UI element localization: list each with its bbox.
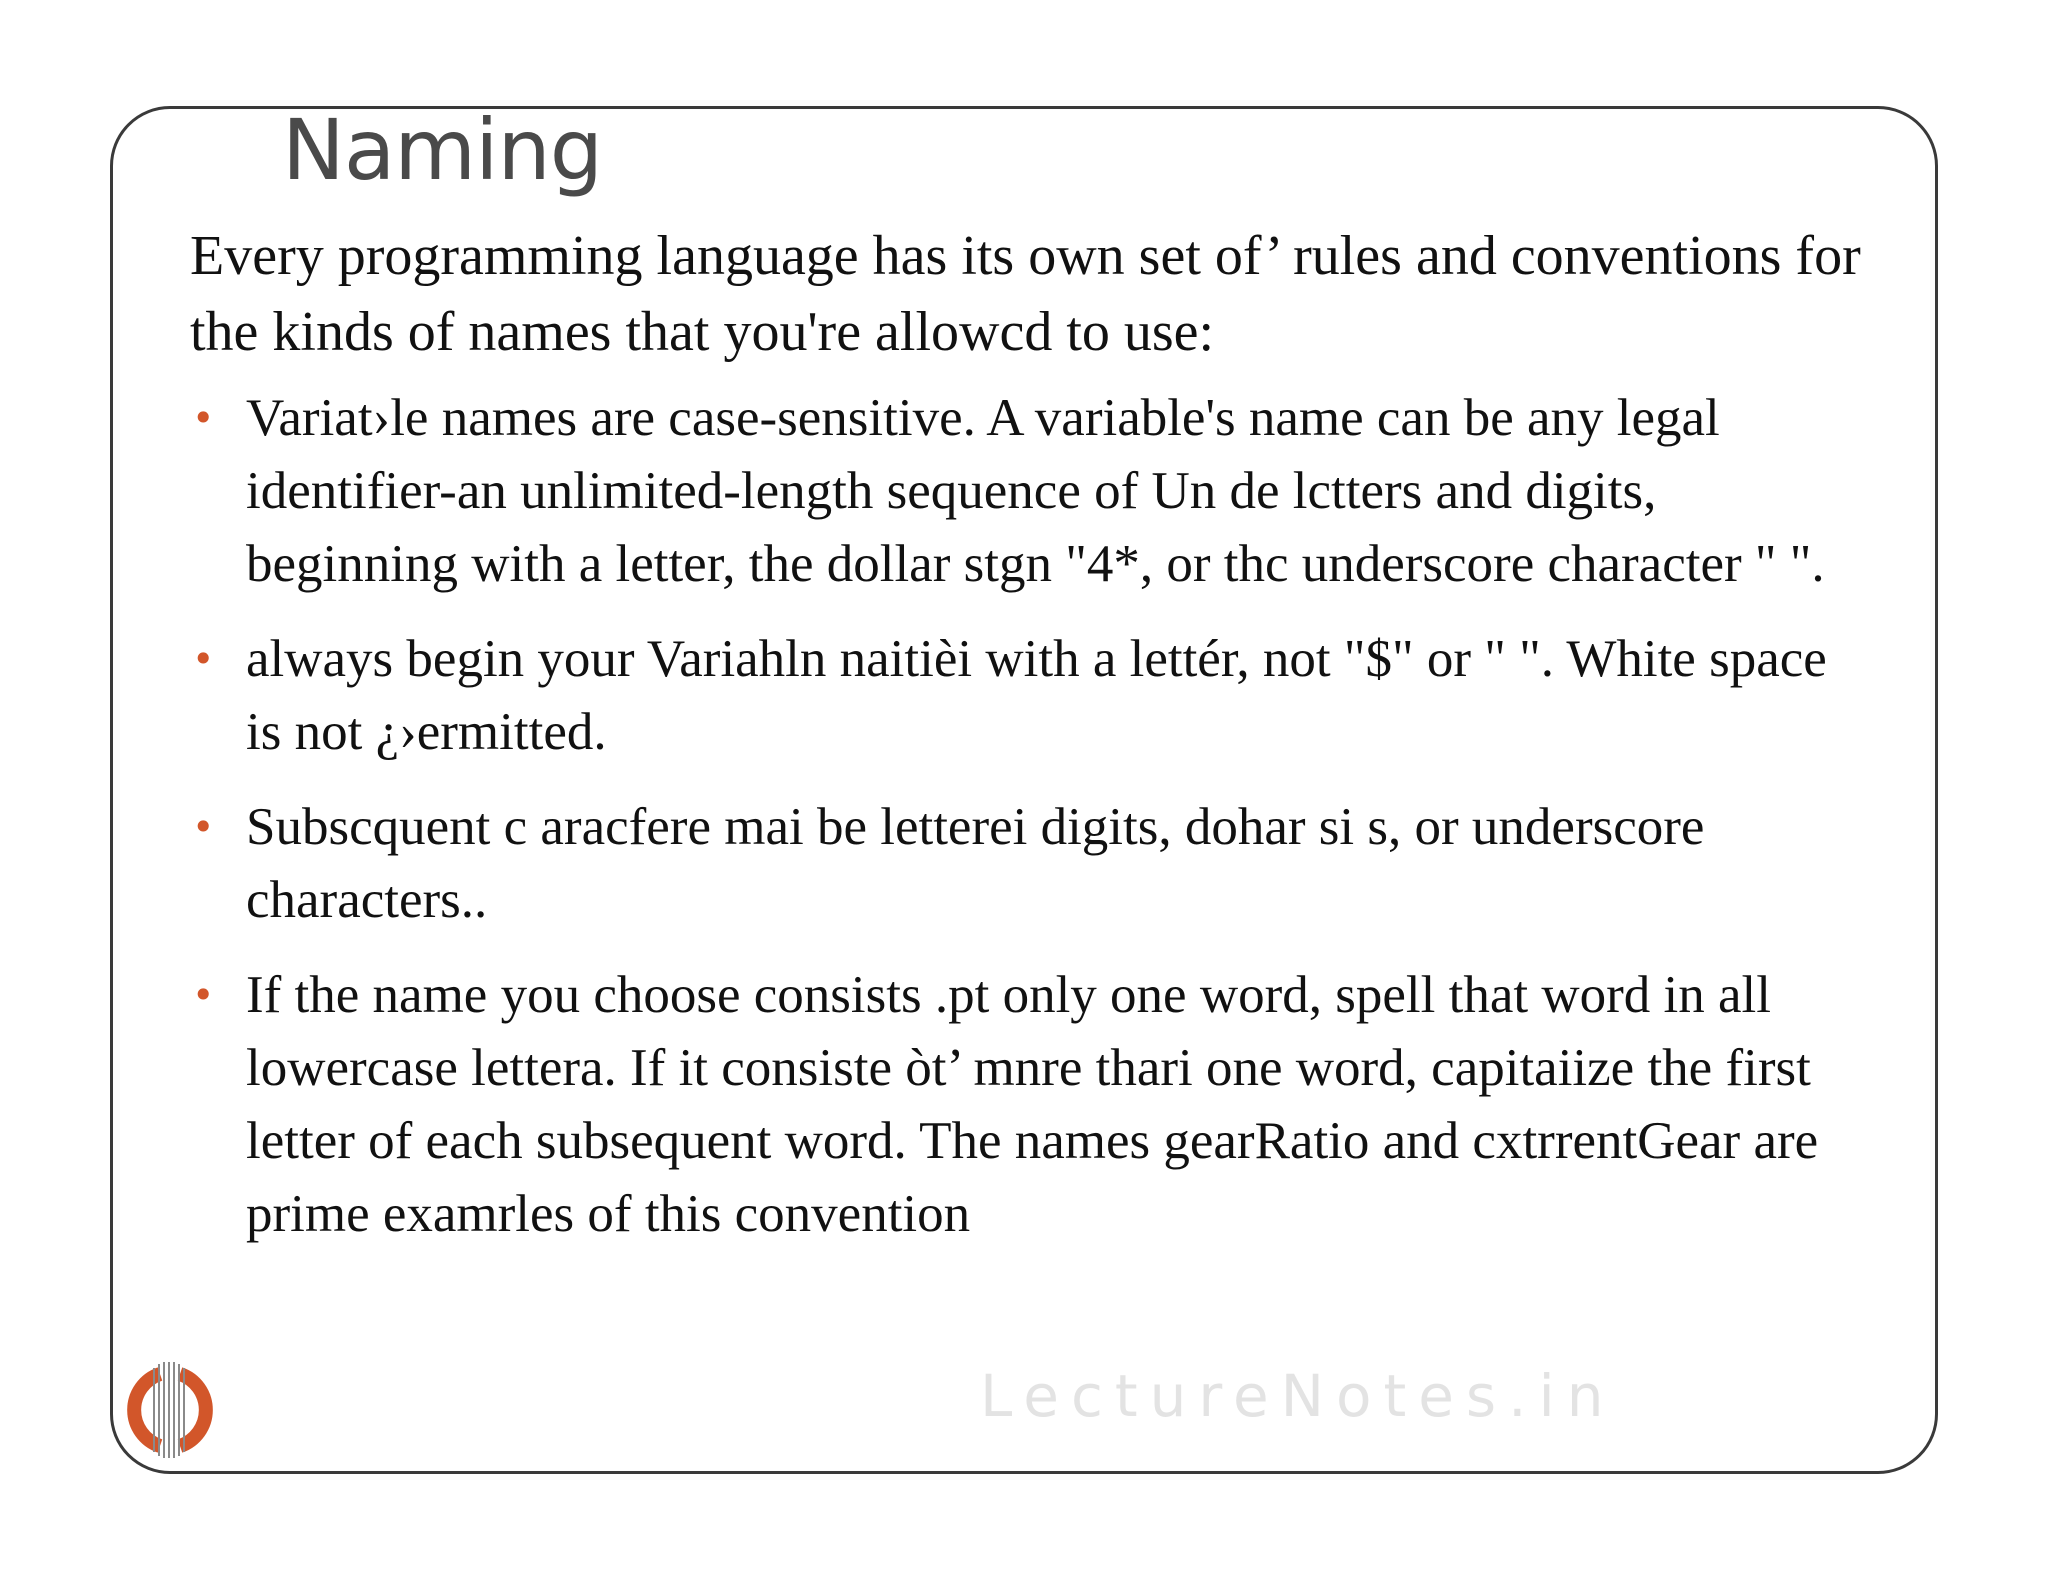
rules-list bbox=[190, 382, 1850, 1273]
slide-title: Naming bbox=[282, 101, 603, 199]
lecturenotes-logo-icon bbox=[120, 1360, 220, 1460]
rule-text: always begin your Variahln naitièi with a lettér, not "$" or " ". White space is not ¿›ermitted. bbox=[246, 630, 1827, 761]
rule-item bbox=[190, 791, 1850, 937]
rule-item bbox=[190, 382, 1850, 601]
bullet-icon: • bbox=[192, 396, 215, 440]
rule-text: Subscquent c aracfere mai be letterei digits, dohar si s, or underscore characters.. bbox=[246, 798, 1705, 929]
bullet-icon: • bbox=[192, 973, 215, 1017]
rule-text: If the name you choose consists .pt only one word, spell that word in all lowercase lettera. If it consiste òt’ mnre thari one word, capitaiize the first letter of each subsequent word. The names gearRatio and cxtrrentGear are prime examrles of this convention bbox=[246, 966, 1819, 1243]
intro-paragraph: Every programming language has its own set of’ rules and conventions for the kinds of names that you're allowcd to use: bbox=[190, 225, 1861, 363]
bullet-icon: • bbox=[192, 805, 215, 849]
bullet-icon: • bbox=[192, 637, 215, 681]
rule-item bbox=[190, 959, 1850, 1251]
rule-item bbox=[190, 623, 1850, 769]
watermark-text: LectureNotes.in bbox=[980, 1362, 1616, 1430]
rule-text: Variat›le names are case-sensitive. A variable's name can be any legal identifier-an unlimited-length sequence of Un de lctters and digits, beginning with a letter, the dollar stgn "4*, or thc underscore character " ". bbox=[246, 389, 1825, 593]
